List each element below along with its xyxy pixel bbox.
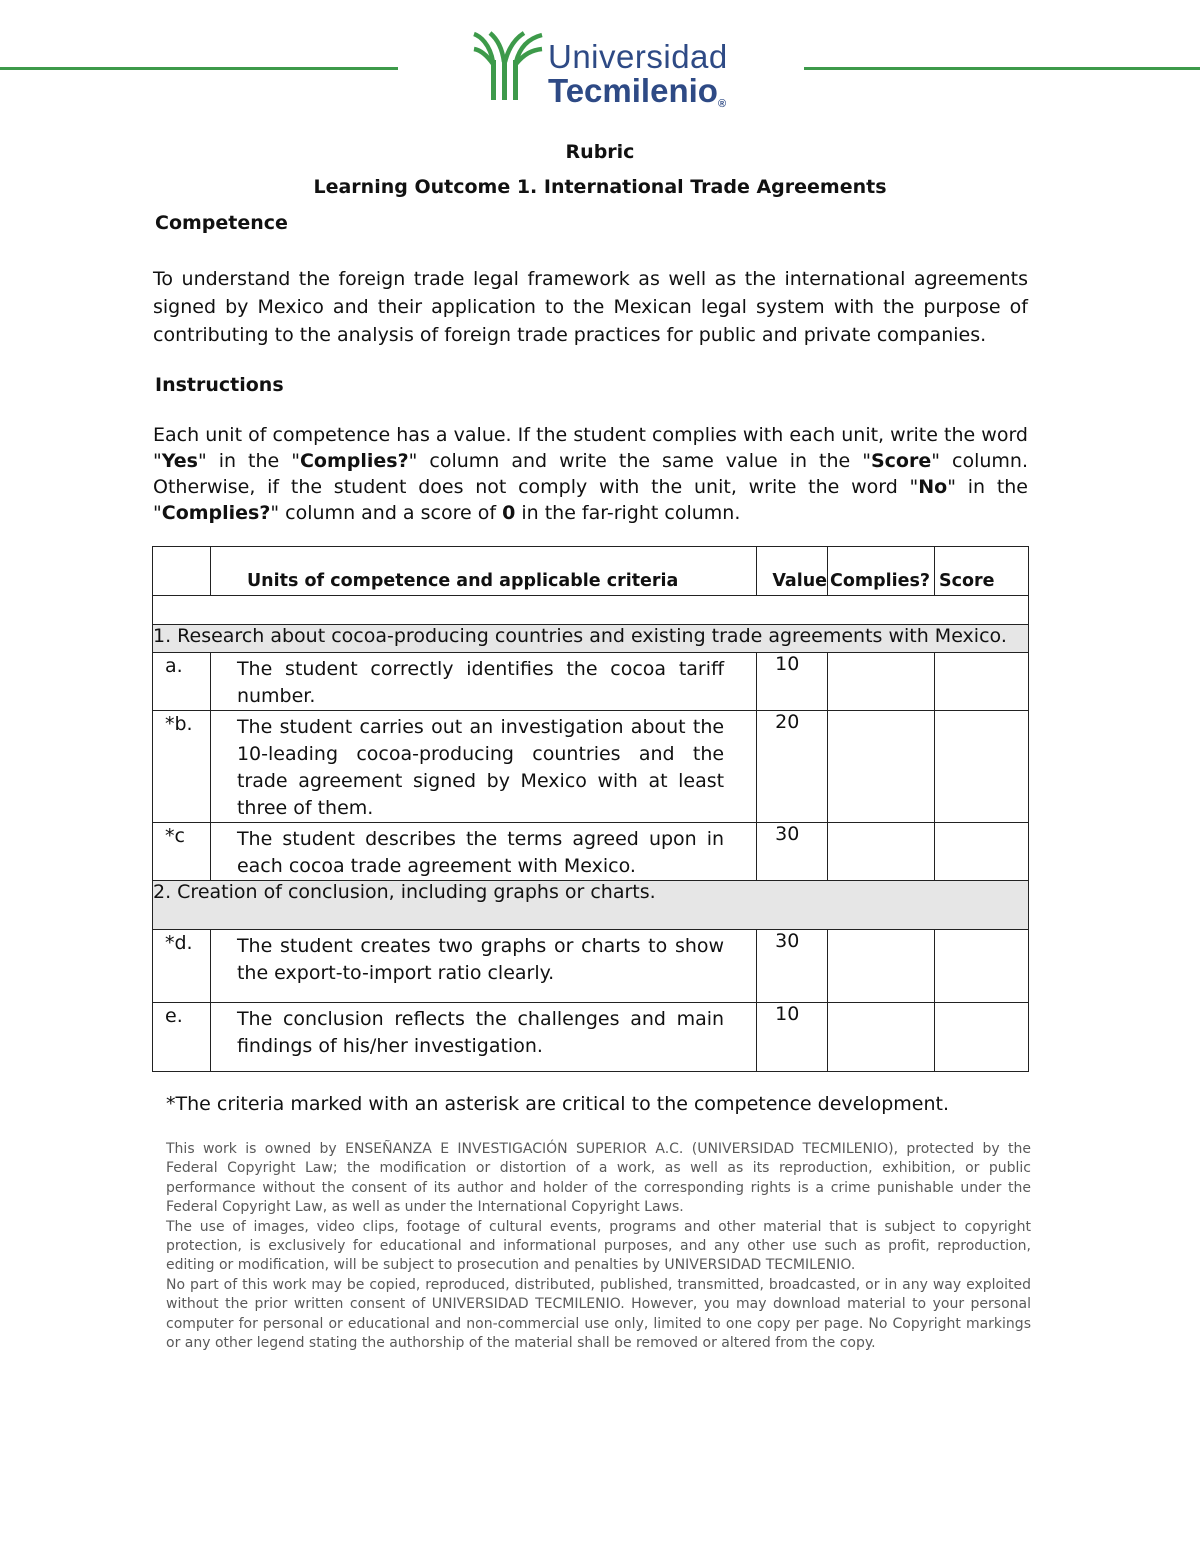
criterion-text: The conclusion reflects the challenges and main findings of his/her investigation. <box>210 1003 756 1072</box>
logo-line-1: Universidad <box>548 38 728 75</box>
value-header: Value <box>757 547 828 596</box>
score-cell[interactable] <box>935 711 1029 823</box>
asterisk-footnote: *The criteria marked with an asterisk are critical to the competence development. <box>166 1093 950 1115</box>
registered-mark: ® <box>717 98 727 110</box>
copyright-notice <box>166 1140 1031 1353</box>
table-header-row <box>153 547 1029 596</box>
criterion-label: a. <box>153 653 211 711</box>
criterion-value: 10 <box>757 1003 828 1072</box>
copyright-paragraph-1: This work is owned by ENSEÑANZA E INVESTIGACIÓN SUPERIOR A.C. (UNIVERSIDAD TECMILENIO), protected by the Federal Copyright Law; the modification or distortion of a work, as well as its reproduction, exhibition, or public performance without the consent of its author and holder of the corresponding rights is a crime punishable under the Federal Copyright Law, as well as under the International Copyright Laws. <box>166 1141 1031 1216</box>
instructions-text: Each unit of competence has a value. If the student complies with each unit, write the word "Yes" in the "Complies?" column and write the same value in the "Score" column. Otherwise, if the student does not comply with the unit, write the word "No" in the "Complies?" column and a score of 0 in the far-right column. <box>153 424 1028 524</box>
criterion-value: 30 <box>757 930 828 1003</box>
score-header: Score <box>935 547 1029 596</box>
table-blank-row <box>153 596 1029 625</box>
score-cell[interactable] <box>935 930 1029 1003</box>
table-row <box>153 653 1029 711</box>
criterion-label: *b. <box>153 711 211 823</box>
criterion-label: e. <box>153 1003 211 1072</box>
complies-cell[interactable] <box>828 1003 935 1072</box>
criterion-text: The student describes the terms agreed upon in each cocoa trade agreement with Mexico. <box>210 823 756 881</box>
units-header: Units of competence and applicable criteria <box>210 547 756 596</box>
copyright-paragraph-2: The use of images, video clips, footage of cultural events, programs and other material that is subject to copyright protection, is exclusively for educational and informational purposes, and any other use such as profit, reproduction, editing or modification, will be subject to prosecution and penalties by UNIVERSIDAD TECMILENIO. <box>166 1218 1031 1274</box>
header-rule-left <box>0 67 398 70</box>
section-1-title: 1. Research about cocoa-producing countries and existing trade agreements with Mexico. <box>153 625 1029 653</box>
criterion-value: 10 <box>757 653 828 711</box>
table-row <box>153 930 1029 1003</box>
rubric-table <box>152 546 1029 1072</box>
complies-header: Complies? <box>828 547 935 596</box>
complies-cell[interactable] <box>828 711 935 823</box>
criterion-label: *d. <box>153 930 211 1003</box>
score-cell[interactable] <box>935 1003 1029 1072</box>
complies-cell[interactable] <box>828 653 935 711</box>
university-logo <box>472 30 732 110</box>
document-title: Rubric <box>565 141 635 163</box>
logo-line-2: Tecmilenio® <box>548 72 727 110</box>
header-rule-right <box>804 67 1200 70</box>
criterion-value: 20 <box>757 711 828 823</box>
competence-text: To understand the foreign trade legal framework as well as the international agreements signed by Mexico and their application to the Mexican legal system with the purpose of contributing to the analysis of foreign trade practices for public and private companies. <box>153 268 1028 346</box>
section-2-title: 2. Creation of conclusion, including graphs or charts. <box>153 881 1029 930</box>
section-row <box>153 881 1029 930</box>
table-row <box>153 1003 1029 1072</box>
criterion-text: The student carries out an investigation about the 10-leading cocoa-producing countries and the trade agreement signed by Mexico with at least three of them. <box>210 711 756 823</box>
criterion-label: *c <box>153 823 211 881</box>
header-label-cell <box>153 547 211 596</box>
competence-heading: Competence <box>155 212 288 234</box>
copyright-paragraph-3: No part of this work may be copied, reproduced, distributed, published, transmitted, broadcasted, or in any way exploited without the prior written consent of UNIVERSIDAD TECMILENIO. However, you may download material to your personal computer for personal or educational and non-commercial use only, limited to one copy per page. No Copyright markings or any other legend stating the authorship of the material shall be removed or altered from the copy. <box>166 1276 1031 1352</box>
score-cell[interactable] <box>935 653 1029 711</box>
document-subtitle: Learning Outcome 1. International Trade Agreements <box>313 176 887 198</box>
score-cell[interactable] <box>935 823 1029 881</box>
instructions-heading: Instructions <box>155 374 284 396</box>
criterion-text: The student creates two graphs or charts to show the export-to-import ratio clearly. <box>210 930 756 1003</box>
logo-palm-icon <box>472 30 544 102</box>
table-row <box>153 823 1029 881</box>
complies-cell[interactable] <box>828 930 935 1003</box>
criterion-value: 30 <box>757 823 828 881</box>
criterion-text: The student correctly identifies the cocoa tariff number. <box>210 653 756 711</box>
section-row <box>153 625 1029 653</box>
complies-cell[interactable] <box>828 823 935 881</box>
table-row <box>153 711 1029 823</box>
